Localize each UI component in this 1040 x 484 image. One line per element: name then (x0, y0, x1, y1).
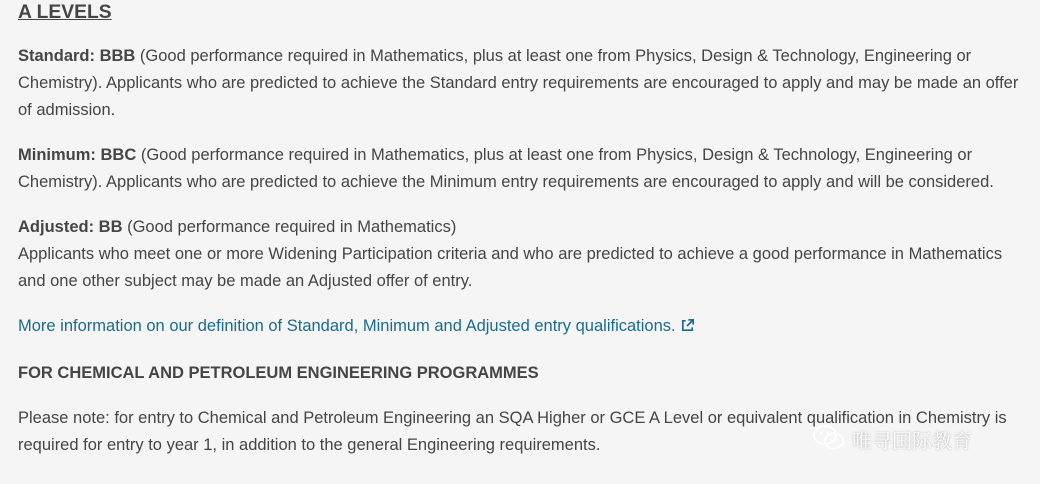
watermark-text: 唯寻国际教育 (852, 429, 972, 453)
entry-requirements (18, 0, 1028, 459)
adjusted-detail: Applicants who meet one or more Widening Participation criteria and who are predicted to achieve a good performance in Mathematics and one other subject may be made an Adjusted offer of entry. (18, 245, 1003, 290)
adjusted-line (18, 214, 1028, 241)
chemical-petroleum-heading: FOR CHEMICAL AND PETROLEUM ENGINEERING PROGRAMMES (18, 364, 539, 382)
minimum-text: (Good performance required in Mathematics, plus at least one from Physics, Design & Technology, Engineering or Chemistry). Applicants who are predicted to achieve the Minimum entry requirements are encouraged to apply and will be considered. (18, 146, 994, 191)
watermark (812, 424, 972, 459)
wechat-icon (812, 424, 846, 459)
adjusted-requirement (18, 214, 1028, 295)
standard-label: Standard: BBB (18, 47, 136, 65)
adjusted-label: Adjusted: BB (18, 218, 123, 236)
section-title: A LEVELS (18, 2, 112, 23)
chemical-petroleum-note: Please note: for entry to Chemical and Petroleum Engineering an SQA Higher or GCE A Level or equivalent qualification in Chemistry is required for entry to year 1, in addition to the general Engineering requirements. (18, 409, 1007, 454)
more-info-link[interactable]: More information on our definition of Standard, Minimum and Adjusted entry qualifications. (18, 317, 676, 335)
more-info-paragraph (18, 313, 1028, 342)
minimum-requirement (18, 142, 1028, 196)
standard-requirement (18, 43, 1028, 124)
adjusted-text: (Good performance required in Mathematics) (122, 218, 457, 236)
minimum-label: Minimum: BBC (18, 146, 137, 164)
external-link-icon[interactable] (680, 315, 695, 342)
standard-text: (Good performance required in Mathematics, plus at least one from Physics, Design & Technology, Engineering or Chemistry). Applicants who are predicted to achieve the Standard entry requirements are encouraged to apply and may be made an offer of admission. (18, 47, 1019, 119)
